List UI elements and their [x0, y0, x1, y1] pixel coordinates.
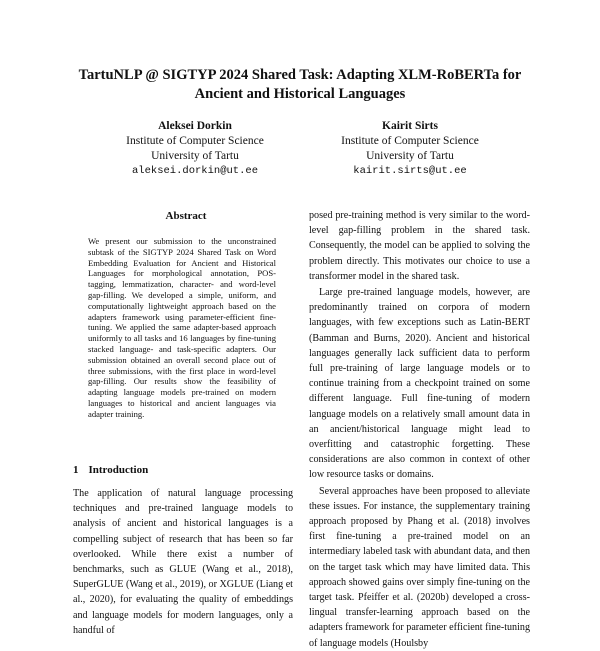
right-column: [309, 208, 530, 651]
author-name: Aleksei Dorkin: [158, 120, 232, 132]
section-heading-introduction: [73, 464, 148, 476]
author-affiliation: Institute of Computer Science: [126, 135, 264, 147]
author-email: kairit.sirts@ut.ee: [353, 165, 467, 177]
abstract-text: We present our submission to the unconstrained subtask of the SIGTYP 2024 Shared Task on Word Embedding Evaluation for Ancient and Historical Languages for morphological annotation, POS-tagging, lemmatization, character- and word-level gap-filling. We developed a simple, uniform, and computationally lightweight approach based on the adapters framework using parameter-efficient fine-tuning. We applied the same adapter-based approach uniformly to all tasks and 16 languages by fine-tuning stacked language- and task-specific adapters. Our submission obtained an overall second place out of three submissions, with the first place in word-level gap-filling. Our results show the feasibility of adapting language models pre-trained on modern languages to historical and ancient languages via adapter training.: [88, 236, 276, 419]
title-line-2: Ancient and Historical Languages: [194, 86, 406, 102]
introduction-left-column: [73, 486, 293, 638]
author-block-1: [110, 119, 280, 179]
section-number: 1: [73, 464, 79, 476]
paragraph: Large pre-trained language models, however, are predominantly trained on corpora of modern languages, with few exceptions such as Latin-BERT (Bamman and Burns, 2020). Ancient and historical languages generally lack sufficient data to perform full pre-training of large language models or to continue training from a checkpoint trained on some different language. Full fine-tuning of modern language models on a relatively small amount data in an ancient/historical language might lead to overfitting and catastrophic forgetting. These considerations are also common in context of other low resource tasks or domains.: [309, 287, 530, 481]
author-affiliation: Institute of Computer Science: [341, 135, 479, 147]
section-title: Introduction: [88, 464, 149, 476]
title-line-1: TartuNLP @ SIGTYP 2024 Shared Task: Adapting XLM-RoBERTa for: [78, 67, 522, 83]
author-university: University of Tartu: [151, 150, 239, 162]
paragraph: The application of natural language processing techniques and pre-trained language models to analysis of ancient and historical languages is a compelling subject of research that has been so far overlooked. While there exist a number of benchmarks, such as GLUE (Wang et al., 2018), SuperGLUE (Wang et al., 2019), or XGLUE (Liang et al., 2020), for evaluating the quality of embeddings and language models for modern languages, only a handful of: [73, 488, 293, 636]
author-name: Kairit Sirts: [382, 120, 438, 132]
paper-title: [40, 66, 560, 104]
paragraph: Several approaches have been proposed to alleviate these issues. For instance, the supplementary training approach proposed by Phang et al. (2018) involves first fine-tuning a pre-trained model on an intermediary labeled task with abundant data, and then on the target task which may have limited data. This approach showed gains over simply fine-tuning on the target task. Pfeiffer et al. (2020b) developed a cross-lingual transfer-learning approach based on the adapters framework for parameter efficient fine-tuning of language models (Houlsby: [309, 485, 530, 649]
author-university: University of Tartu: [366, 150, 454, 162]
paragraph: posed pre-training method is very similar to the word-level gap-filling problem in the shared task. Consequently, the model can be applied to solving the problem directly. This motivates our choice to use a transformer model in the shared task.: [309, 210, 530, 282]
author-block-2: [325, 119, 495, 179]
author-email: aleksei.dorkin@ut.ee: [131, 165, 259, 177]
abstract-heading: Abstract: [165, 210, 207, 222]
